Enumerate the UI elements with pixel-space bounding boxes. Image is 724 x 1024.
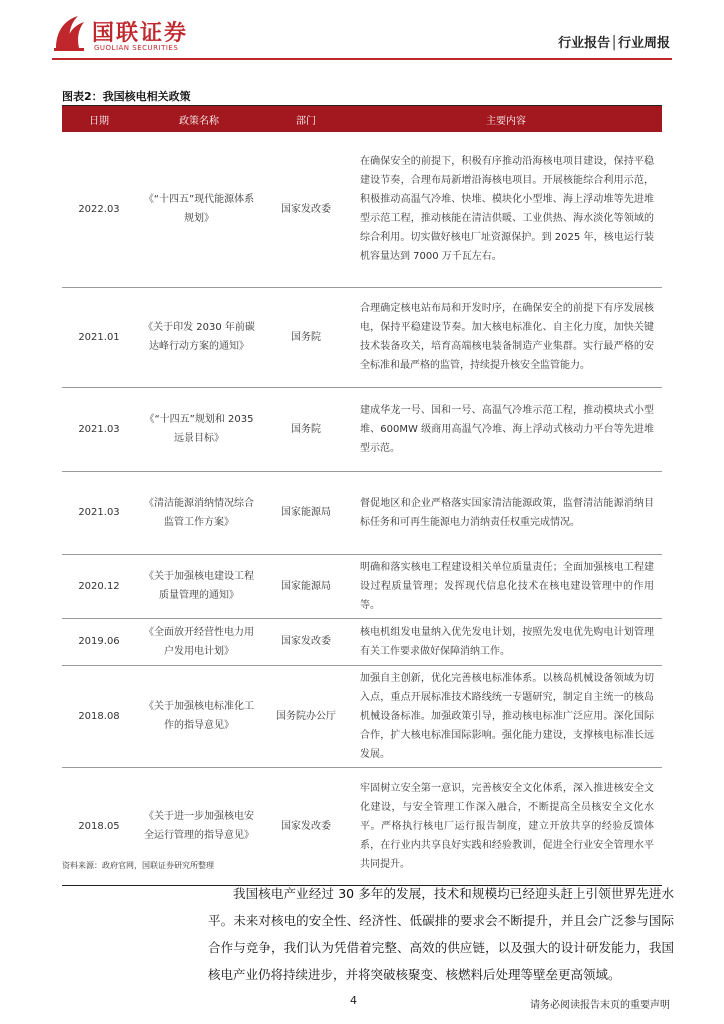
policy-department: 国家发改委 <box>262 618 350 665</box>
policy-content: 督促地区和企业严格落实国家清洁能源政策，监督清洁能源消纳目标任务和可再生能源电力消纳责任权重完成情况。 <box>350 471 662 554</box>
column-header-department: 部门 <box>262 106 350 133</box>
policy-department: 国务院 <box>262 287 350 387</box>
table-row <box>62 471 662 554</box>
policy-date: 2021.03 <box>62 387 136 471</box>
header-divider <box>52 58 672 60</box>
policy-content: 核电机组发电量纳入优先发电计划，按照先发电优先购电计划管理有关工作要求做好保障消纳工作。 <box>350 618 662 665</box>
table-row <box>62 287 662 387</box>
policy-name: 《关于印发 2030 年前碳达峰行动方案的通知》 <box>136 287 262 387</box>
policy-name: 《清洁能源消纳情况综合监管工作方案》 <box>136 471 262 554</box>
policy-department: 国家发改委 <box>262 132 350 287</box>
table-row <box>62 618 662 665</box>
footer-disclaimer: 请务必阅读报告末页的重要声明 <box>530 1000 670 1011</box>
table-row <box>62 132 662 287</box>
policy-name: 《关于进一步加强核电安全运行管理的指导意见》 <box>136 767 262 885</box>
policy-department: 国家能源局 <box>262 471 350 554</box>
policy-department: 国务院 <box>262 387 350 471</box>
page-header <box>0 0 724 62</box>
policy-date: 2022.03 <box>62 132 136 287</box>
policy-date: 2018.05 <box>62 767 136 885</box>
report-type-label: 行业报告│行业周报 <box>558 36 670 51</box>
table-header-row <box>62 106 662 133</box>
policy-name: 《“十四五”现代能源体系规划》 <box>136 132 262 287</box>
policy-date: 2021.03 <box>62 471 136 554</box>
figure-title: 图表2：我国核电相关政策 <box>62 90 191 103</box>
policy-name: 《关于加强核电标准化工作的指导意见》 <box>136 665 262 767</box>
policy-department: 国家能源局 <box>262 554 350 618</box>
page-number: 4 <box>350 994 357 1007</box>
policy-date: 2018.08 <box>62 665 136 767</box>
guolian-logo <box>52 14 202 54</box>
guolian-logo-icon <box>52 14 88 54</box>
column-header-date: 日期 <box>62 106 136 133</box>
policy-content: 在确保安全的前提下，积极有序推动沿海核电项目建设，保持平稳建设节奏，合理布局新增沿海核电项目。开展核能综合利用示范，积极推动高温气冷堆、快堆、模块化小型堆、海上浮动堆等先进堆型示范工程，推动核能在清洁供暖、工业供热、海水淡化等领域的综合利用。切实做好核电厂址资源保护。到 2025 年，核电运行装机容量达到 7000 万千瓦左右。 <box>350 132 662 287</box>
column-header-content: 主要内容 <box>350 106 662 133</box>
policy-content: 明确和落实核电工程建设相关单位质量责任；全面加强核电工程建设过程质量管理；发挥现代信息化技术在核电建设管理中的作用等。 <box>350 554 662 618</box>
policy-date: 2020.12 <box>62 554 136 618</box>
table-row <box>62 554 662 618</box>
policy-name: 《全面放开经营性电力用户发用电计划》 <box>136 618 262 665</box>
body-paragraph: 我国核电产业经过 30 多年的发展，技术和规模均已经迎头赶上引领世界先进水平。未来对核电的安全性、经济性、低碳排的要求会不断提升，并且会广泛参与国际合作与竞争，我们认为凭借着完整、高效的供应链，以及强大的设计研发能力，我国核电产业仍将持续进步，并将突破核聚变、核燃料后处理等壁垒更高领域。 <box>208 886 674 982</box>
policy-name: 《“十四五”规划和 2035 远景目标》 <box>136 387 262 471</box>
logo-english-name: GUOLIAN SECURITIES <box>94 44 179 52</box>
table-row <box>62 665 662 767</box>
logo-chinese-name: 国联证券 <box>92 21 189 46</box>
policy-department: 国务院办公厅 <box>262 665 350 767</box>
policy-table <box>62 105 662 886</box>
policy-content: 建成华龙一号、国和一号、高温气冷堆示范工程，推动模块式小型堆、600MW 级商用高温气冷堆、海上浮动式核动力平台等先进堆型示范。 <box>350 387 662 471</box>
policy-content: 合理确定核电站布局和开发时序，在确保安全的前提下有序发展核电，保持平稳建设节奏。加大核电标准化、自主化力度，加快关键技术装备攻关，培育高端核电装备制造产业集群。实行最严格的安全标准和最严格的监管，持续提升核安全监管能力。 <box>350 287 662 387</box>
table-source-note: 资料来源：政府官网，国联证券研究所整理 <box>62 861 214 870</box>
policy-date: 2019.06 <box>62 618 136 665</box>
policy-department: 国家发改委 <box>262 767 350 885</box>
policy-date: 2021.01 <box>62 287 136 387</box>
table-row <box>62 387 662 471</box>
policy-content: 牢固树立安全第一意识，完善核安全文化体系，深入推进核安全文化建设，与安全管理工作深入融合，不断提高全员核安全文化水平。严格执行核电厂运行报告制度，建立开放共享的经验反馈体系，在行业内共享良好实践和经验教训，促进全行业安全管理水平共同提升。 <box>350 767 662 885</box>
column-header-policy-name: 政策名称 <box>136 106 262 133</box>
policy-content: 加强自主创新，优化完善核电标准体系。以核岛机械设备领域为切入点，重点开展标准技术路线统一专题研究，制定自主统一的核岛机械设备标准。加强政策引导，推动核电标准广泛应用。深化国际合作，扩大核电标准国际影响。强化能力建设，支撑核电标准长远发展。 <box>350 665 662 767</box>
policy-name: 《关于加强核电建设工程质量管理的通知》 <box>136 554 262 618</box>
